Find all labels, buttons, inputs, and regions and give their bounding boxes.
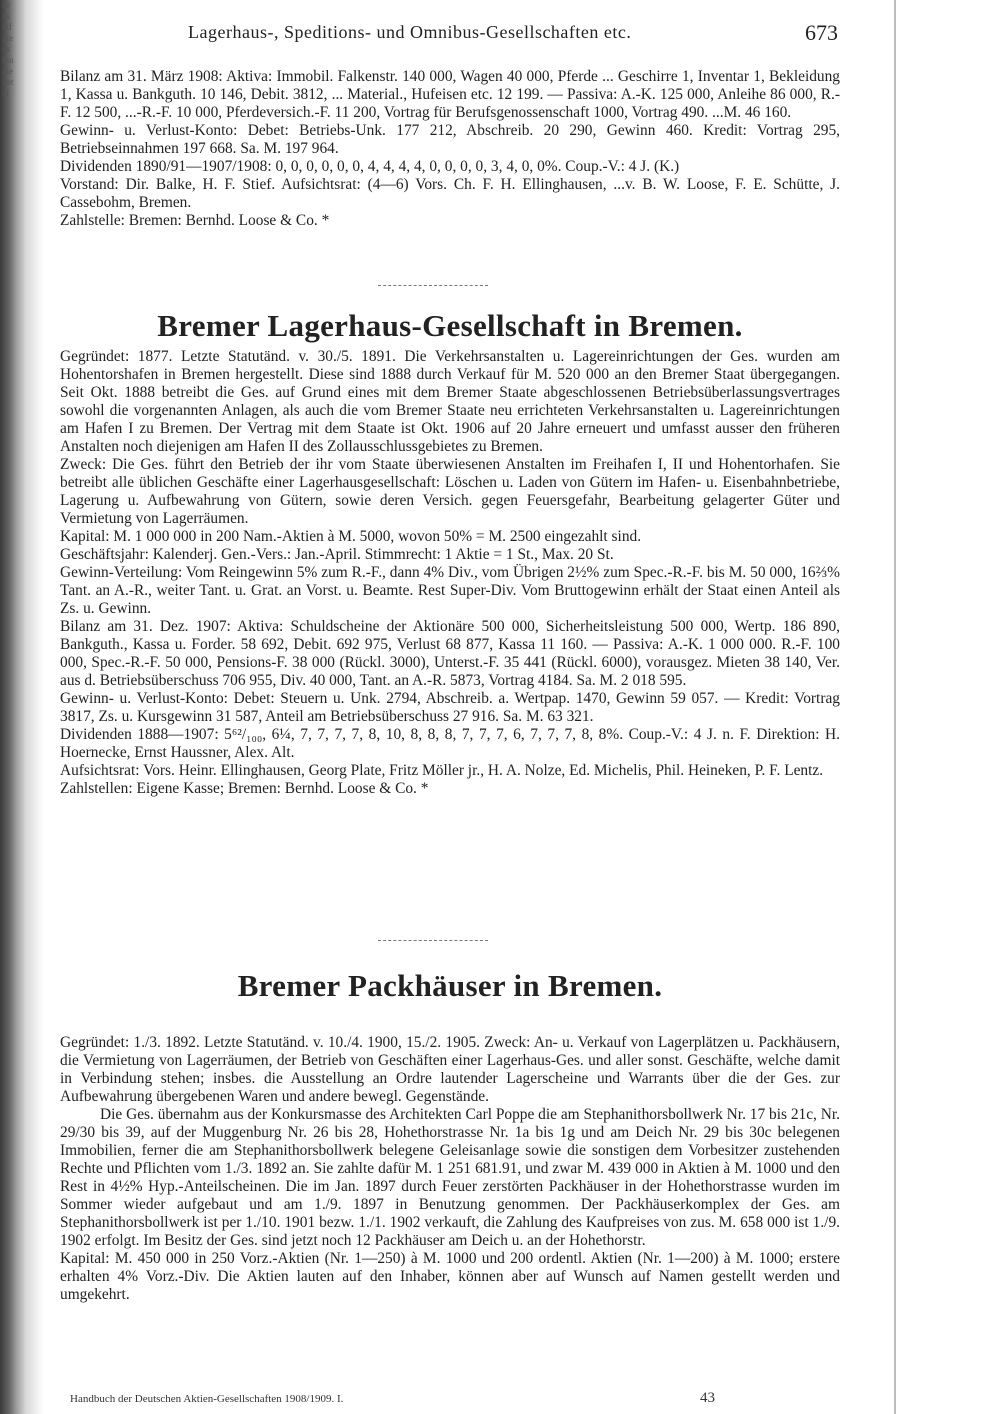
document-page: [60, 0, 840, 1414]
entry-line: Zahlstelle: Bremen: Bernhd. Loose & Co. *: [60, 212, 330, 229]
entry-line: Zahlstellen: Eigene Kasse; Bremen: Bernhd. Loose & Co. *: [60, 780, 429, 797]
footer-source: Handbuch der Deutschen Aktien-Gesellschaften 1908/1909. I.: [70, 1393, 344, 1405]
running-header-title: Lagerhaus-, Speditions- und Omnibus-Gesellschaften etc.: [188, 22, 632, 42]
entry-line: Dividenden 1888—1907: 5⁶²/₁₀₀, 6¼, 7, 7, 7, 7, 8, 10, 8, 8, 8, 7, 7, 7, 6, 7, 7, 7, 8, 8%. Coup.-V.: 4 J. n. F. Direktion: H. Hoernecke, Ernst Haussner, Alex. Alt.: [60, 726, 840, 761]
entry-line: Kapital: M. 450 000 in 250 Vorz.-Aktien (Nr. 1—250) à M. 1000 und 200 ordentl. Aktien (Nr. 1—200) à M. 1000; erstere erhalten 4% Vorz.-Div. Die Aktien lauten auf den Inhaber, können aber auf Wunsch auf Namen gestellt werden und umgekehrt.: [60, 1250, 840, 1303]
margin-strip: ilrnsnlfgleckhinnteltetoi: [2, 0, 14, 98]
section-divider: [378, 285, 488, 286]
entry-line: Dividenden 1890/91—1907/1908: 0, 0, 0, 0, 0, 0, 4, 4, 4, 4, 0, 0, 0, 0, 3, 4, 0, 0%. Coup.-V.: 4 J. (K.): [60, 158, 680, 175]
page-number: 673: [805, 20, 838, 45]
entry-line: Bilanz am 31. März 1908: Aktiva: Immobil. Falkenstr. 140 000, Wagen 40 000, Pferde ... Geschirre 1, Inventar 1, Bekleidung 1, Kassa u. Bankguth. 10 146, Debit. 3812, ... Material., Hufeisen etc. 12 199. — Passiva: A.-K. 125 000, Anleihe 86 000, R.-F. 12 500, ...-R.-F. 10 000, Pferdeversich.-F. 11 200, Vortrag für Berufsgenossenschaft 1000, Vortrag 490. ...M. 46 160.: [60, 68, 840, 121]
entry-line: Gewinn- u. Verlust-Konto: Debet: Betriebs-Unk. 177 212, Abschreib. 20 290, Gewinn 460. Kredit: Vortrag 295, Betriebseinnahmen 197 668. Sa. M. 197 964.: [60, 122, 840, 157]
entry-line: Zweck: Die Ges. führt den Betrieb der ihr vom Staate überwiesenen Anstalten im Freihafen I, II und Hohentorhafen. Sie betreibt alle üblichen Geschäfte einer Lagerhausgesellschaft: Löschen u. Laden von Gütern im Hafen- u. Eisenbahnbetriebe, Lagerung u. Aufbewahrung von Gütern, sowie deren Versich. gegen Feuersgefahr, Bearbeitung gelagerter Güter und Vermietung von Lagerräumen.: [60, 456, 840, 527]
entry-line: Geschäftsjahr: Kalenderj. Gen.-Vers.: Jan.-April. Stimmrecht: 1 Aktie = 1 St., Max. 20 St.: [60, 546, 614, 563]
company-entry: [60, 1034, 840, 1304]
scan-edge-right: [888, 0, 1000, 1414]
running-header: [60, 18, 840, 48]
entry-line: Aufsichtsrat: Vors. Heinr. Ellinghausen, Georg Plate, Fritz Möller jr., H. A. Nolze, Ed. Michelis, Phil. Heineken, P. F. Lentz.: [60, 762, 824, 779]
entry-line: Vorstand: Dir. Balke, H. F. Stief. Aufsichtsrat: (4—6) Vors. Ch. F. H. Ellinghausen, ...v. B. W. Loose, F. E. Schütte, J. Cassebohm, Bremen.: [60, 176, 840, 211]
entry-line: Gewinn-Verteilung: Vom Reingewinn 5% zum R.-F., dann 4% Div., vom Übrigen 2½% zum Spec.-R.-F. bis M. 50 000, 16⅔% Tant. an A.-R., weiter Tant. u. Grat. an Vorst. u. Beamte. Rest Super-Div. Vom Bruttogewinn erhält der Staat einen Anteil als Zs. u. Gewinn.: [60, 564, 840, 617]
entry-line: Die Ges. übernahm aus der Konkursmasse des Architekten Carl Poppe die am Stephanithorsbollwerk Nr. 17 bis 21c, Nr. 29/30 bis 39, auf der Muggenburg Nr. 26 bis 28, Hohethorstrasse Nr. 1a bis 1g und am Deich Nr. 29 bis 30c belegenen Immobilien, ferner die am Stephanithorsbollwerk belegene Geleisanlage sowie die sonstigen dem Vorbesitzer zustehenden Rechte und Pflichten vom 1./3. 1892 an. Sie zahlte dafür M. 1 251 681.91, und zwar M. 439 000 in Aktien à M. 1000 und den Rest in 4½% Hyp.-Anteilscheinen. Die im Jan. 1897 durch Feuer zerstörten Packhäuser in der Hohethorstrasse wurden im Sommer wieder aufgebaut und am 1./9. 1897 in Benutzung genommen. Der Packhäuserkomplex der Ges. am Stephanithorsbollwerk ist per 1./10. 1901 bezw. 1./1. 1902 verkauft, die Zahlung des Kaufpreises von zus. M. 658 000 ist 1./9. 1902 erfolgt. Im Besitz der Ges. sind jetzt noch 12 Packhäuser am Deich u. an der Hohethorstr.: [60, 1106, 840, 1249]
entry-line: Gegründet: 1877. Letzte Statutänd. v. 30./5. 1891. Die Verkehrsanstalten u. Lagereinrichtungen der Ges. wurden am Hohentorshafen in Bremen hergestellt. Diese sind 1888 durch Verkauf für M. 520 000 an den Bremer Staat übergegangen. Seit Okt. 1888 betreibt die Ges. auf Grund eines mit dem Bremer Staate abgeschlossenen Betriebsüberlassungsvertrages sowohl die vorgenannten Anlagen, als auch die vom Bremer Staate neu errichteten Verkehrsanstalten u. Lagereinrichtungen am Hafen I zu Bremen. Der Vertrag mit dem Staate ist Okt. 1906 auf 20 Jahre erneuert und umfasst ausser den früheren Anstalten noch diejenigen am Hafen II des Zollausschlussgebietes zu Bremen.: [60, 348, 840, 455]
entry-continued: [60, 68, 840, 230]
section-divider: [378, 940, 488, 941]
footer-signature: 43: [700, 1390, 715, 1406]
company-heading: Bremer Lagerhaus-Gesellschaft in Bremen.: [157, 308, 743, 343]
entry-line: Gewinn- u. Verlust-Konto: Debet: Steuern u. Unk. 2794, Abschreib. a. Wertpap. 1470, Gewinn 59 057. — Kredit: Vortrag 3817, Zs. u. Kursgewinn 31 587, Anteil am Betriebsüberschuss 27 916. Sa. M. 63 321.: [60, 690, 840, 725]
company-heading: Bremer Packhäuser in Bremen.: [237, 968, 663, 1003]
entry-line: Kapital: M. 1 000 000 in 200 Nam.-Aktien à M. 5000, wovon 50% = M. 2500 eingezahlt sind.: [60, 528, 642, 545]
entry-line: Gegründet: 1./3. 1892. Letzte Statutänd. v. 10./4. 1900, 15./2. 1905. Zweck: An- u. Verkauf von Lagerplätzen u. Packhäusern, die Vermietung von Lagerräumen, der Betrieb von Geschäften einer Lagerhaus-Ges. und aller sonst. Geschäfte, welche damit in Verbindung stehen; insbes. die Ausstellung an Ordre lautender Lagerscheine und Warrants über die der Ges. zur Aufbewahrung übergebenen Waren und andere bewegl. Gegenstände.: [60, 1034, 840, 1105]
entry-line: Bilanz am 31. Dez. 1907: Aktiva: Schuldscheine der Aktionäre 500 000, Sicherheitsleistung 500 000, Wertp. 186 890, Bankguth., Kassa u. Forder. 58 692, Debit. 692 975, Verlust 68 877, Kassa 11 160. — Passiva: A.-K. 1 000 000. R.-F. 100 000, Spec.-R.-F. 50 000, Pensions-F. 38 000 (Rückl. 3000), Unterst.-F. 35 441 (Rückl. 6000), vorausgez. Mieten 38 140, Ver. aus d. Betriebsüberschuss 706 955, Div. 40 000, Tant. an A.-R. 5873, Vortrag 4184. Sa. M. 2 018 595.: [60, 618, 840, 689]
binding-rule: [894, 0, 896, 1414]
company-entry: [60, 348, 840, 798]
